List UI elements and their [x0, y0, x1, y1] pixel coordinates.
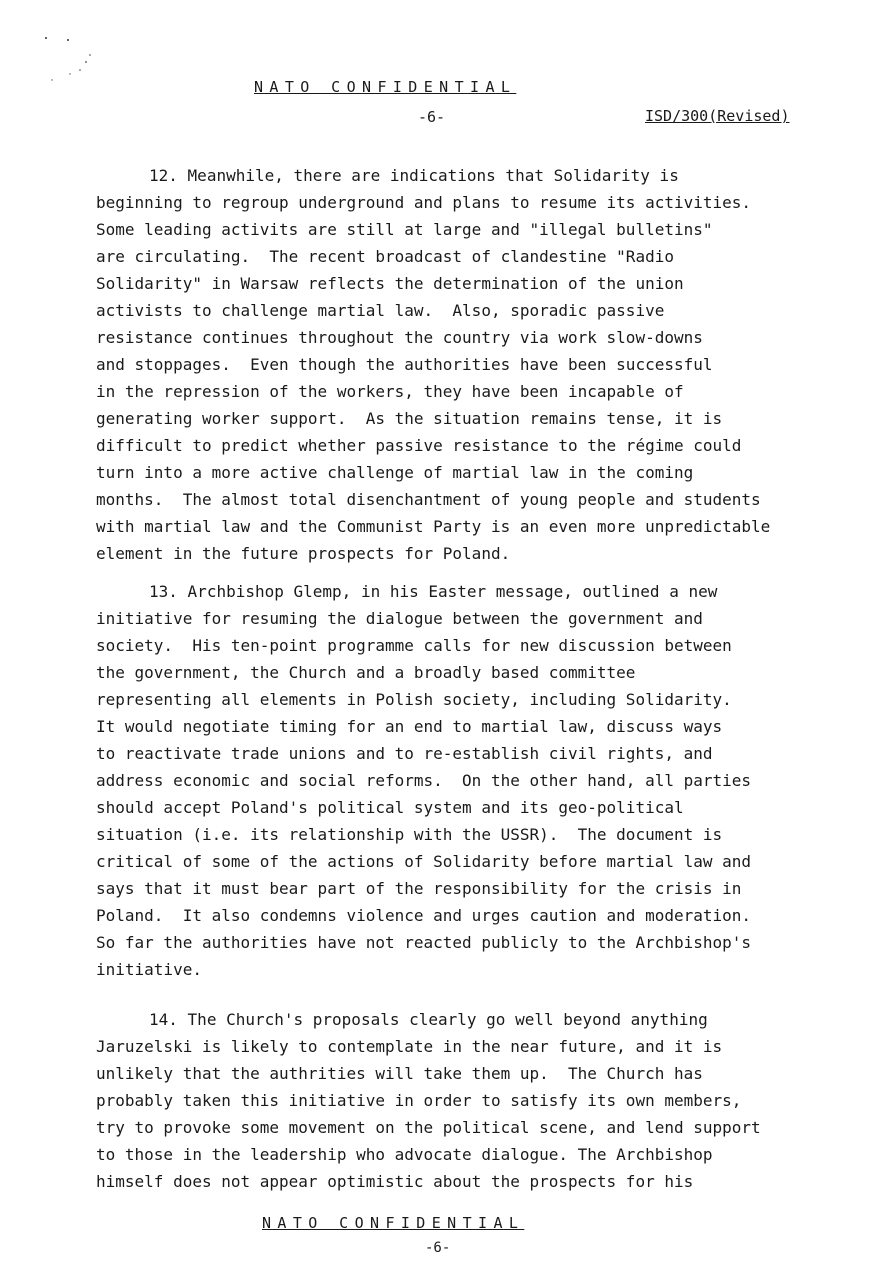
paragraph-line: 12. Meanwhile, there are indications that Solidarity is — [149, 166, 679, 185]
paragraph-number: 12. — [149, 166, 178, 185]
paragraph-line: Jaruzelski is likely to contemplate in the near future, and it is — [96, 1037, 723, 1056]
paragraph-13 — [96, 578, 866, 983]
paragraph-number: 13. — [149, 582, 178, 601]
paragraph-line: are circulating. The recent broadcast of clandestine "Radio — [96, 247, 674, 266]
paragraph-line: beginning to regroup underground and plans to resume its activities. — [96, 193, 752, 212]
footer-classification: NATO CONFIDENTIAL — [262, 1214, 525, 1232]
header-classification: NATO CONFIDENTIAL — [254, 78, 517, 96]
paragraph-line: says that it must bear part of the responsibility for the crisis in — [96, 879, 742, 898]
paragraph-line: the government, the Church and a broadly based committee — [96, 663, 636, 682]
document-reference: ISD/300(Revised) — [645, 107, 790, 125]
paragraph-line: to those in the leadership who advocate dialogue. The Archbishop — [96, 1145, 713, 1164]
paragraph-line: element in the future prospects for Poland. — [96, 544, 511, 563]
paragraph-line: and stoppages. Even though the authorities have been successful — [96, 355, 713, 374]
paragraph-line: months. The almost total disenchantment of young people and students — [96, 490, 761, 509]
paragraph-line: Poland. It also condemns violence and urges caution and moderation. — [96, 906, 752, 925]
paragraph-line: society. His ten-point programme calls for new discussion between — [96, 636, 732, 655]
paragraph-line: turn into a more active challenge of martial law in the coming — [96, 463, 694, 482]
paragraph-line: unlikely that the authrities will take them up. The Church has — [96, 1064, 703, 1083]
scan-specks — [30, 30, 110, 90]
paragraph-14 — [96, 1006, 866, 1195]
paragraph-line: representing all elements in Polish society, including Solidarity. — [96, 690, 732, 709]
paragraph-line: 14. The Church's proposals clearly go well beyond anything — [149, 1010, 708, 1029]
paragraph-line: to reactivate trade unions and to re-establish civil rights, and — [96, 744, 713, 763]
paragraph-line: Some leading activits are still at large and "illegal bulletins" — [96, 220, 713, 239]
paragraph-line: resistance continues throughout the country via work slow-downs — [96, 328, 703, 347]
paragraph-line: generating worker support. As the situation remains tense, it is — [96, 409, 723, 428]
header-page-number: -6- — [418, 108, 446, 126]
paragraph-line: himself does not appear optimistic about the prospects for his — [96, 1172, 694, 1191]
paragraph-line: initiative. — [96, 960, 202, 979]
paragraph-line: in the repression of the workers, they have been incapable of — [96, 382, 684, 401]
paragraph-line: So far the authorities have not reacted publicly to the Archbishop's — [96, 933, 752, 952]
paragraph-line: should accept Poland's political system and its geo-political — [96, 798, 684, 817]
paragraph-12 — [96, 162, 866, 567]
paragraph-line: activists to challenge martial law. Also, sporadic passive — [96, 301, 665, 320]
paragraph-line: It would negotiate timing for an end to martial law, discuss ways — [96, 717, 723, 736]
paragraph-line: initiative for resuming the dialogue between the government and — [96, 609, 703, 628]
footer-page-number: -6- — [425, 1240, 451, 1256]
paragraph-line: critical of some of the actions of Solidarity before martial law and — [96, 852, 752, 871]
paragraph-line: probably taken this initiative in order to satisfy its own members, — [96, 1091, 742, 1110]
paragraph-line: 13. Archbishop Glemp, in his Easter message, outlined a new — [149, 582, 718, 601]
paragraph-number: 14. — [149, 1010, 178, 1029]
paragraph-line: address economic and social reforms. On the other hand, all parties — [96, 771, 752, 790]
paragraph-line: difficult to predict whether passive resistance to the régime could — [96, 436, 742, 455]
paragraph-line: try to provoke some movement on the political scene, and lend support — [96, 1118, 761, 1137]
paragraph-line: situation (i.e. its relationship with the USSR). The document is — [96, 825, 723, 844]
paragraph-line: Solidarity" in Warsaw reflects the determination of the union — [96, 274, 684, 293]
paragraph-line: with martial law and the Communist Party is an even more unpredictable — [96, 517, 771, 536]
